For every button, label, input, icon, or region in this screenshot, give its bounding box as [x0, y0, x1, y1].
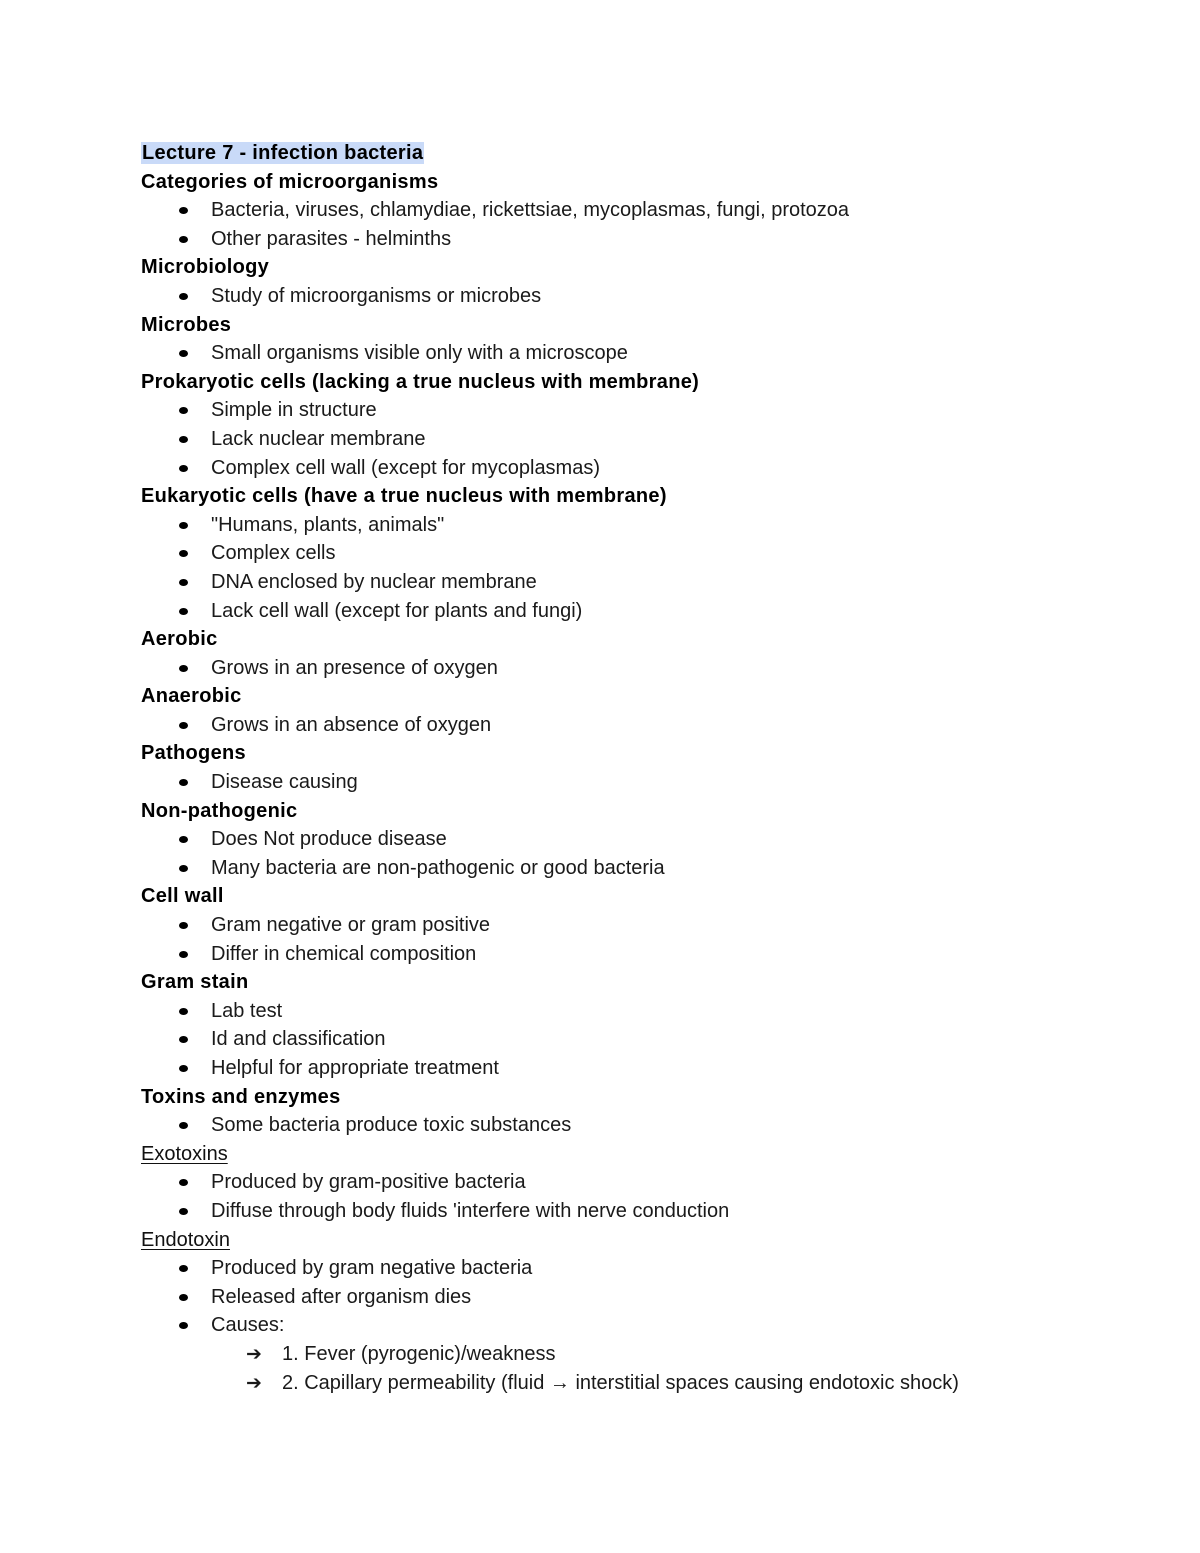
bullet-icon — [179, 407, 188, 414]
list-item-text: Complex cell wall (except for mycoplasmas) — [211, 456, 601, 479]
list-item-text: Disease causing — [211, 771, 358, 794]
list-item-text: "Humans, plants, animals" — [211, 513, 445, 536]
bullet-icon — [179, 722, 188, 729]
bullet-icon — [179, 1322, 188, 1329]
list-item-text: Differ in chemical composition — [211, 942, 477, 965]
list-item — [141, 1311, 1141, 1340]
list-item-text: DNA enclosed by nuclear membrane — [211, 570, 537, 593]
list-item — [141, 339, 1141, 368]
list-item — [141, 1254, 1141, 1283]
list-item — [141, 1054, 1141, 1083]
section-heading: Gram stain — [141, 971, 249, 994]
list-item — [141, 196, 1141, 225]
list-item-text: Other parasites - helminths — [211, 227, 452, 250]
bullet-icon — [179, 350, 188, 357]
bullet-icon — [179, 1294, 188, 1301]
section-heading: Non-pathogenic — [141, 799, 298, 822]
list-item — [141, 568, 1141, 597]
list-item-text: Lack cell wall (except for plants and fungi) — [211, 599, 583, 622]
list-item — [141, 539, 1141, 568]
section-subheading: Endotoxin — [141, 1228, 230, 1251]
nested-list-item-text: 1. Fever (pyrogenic)/weakness — [282, 1342, 556, 1365]
list-item — [141, 1111, 1141, 1140]
arrow-right-icon: ➔ — [246, 1371, 262, 1394]
bullet-icon — [179, 1065, 188, 1072]
section-heading: Aerobic — [141, 628, 218, 651]
list-item-text: Diffuse through body fluids 'interfere with nerve conduction — [211, 1199, 730, 1222]
list-item-text: Id and classification — [211, 1028, 386, 1051]
list-item-text: Grows in an absence of oxygen — [211, 713, 492, 736]
bullet-icon — [179, 207, 188, 214]
section-heading: Anaerobic — [141, 685, 242, 708]
list-item — [141, 997, 1141, 1026]
list-item — [141, 511, 1141, 540]
bullet-icon — [179, 579, 188, 586]
document-page — [141, 139, 1141, 1397]
document-title: Lecture 7 - infection bacteria — [142, 142, 424, 164]
nested-list-item-text: 2. Capillary permeability (fluid → interstitial spaces causing endotoxic shock) — [282, 1371, 959, 1394]
nested-list-item — [141, 1369, 1141, 1398]
list-item-text: Some bacteria produce toxic substances — [211, 1114, 572, 1137]
list-item — [141, 1168, 1141, 1197]
section-heading: Prokaryotic cells (lacking a true nucleus with membrane) — [141, 370, 700, 393]
bullet-icon — [179, 922, 188, 929]
list-item — [141, 454, 1141, 483]
section-heading: Pathogens — [141, 742, 246, 765]
section-subheading: Exotoxins — [141, 1142, 228, 1165]
list-item — [141, 768, 1141, 797]
list-item — [141, 711, 1141, 740]
list-item-text: Lab test — [211, 999, 283, 1022]
list-item — [141, 940, 1141, 969]
nested-list-item — [141, 1340, 1141, 1369]
list-item — [141, 1283, 1141, 1312]
list-item-text: Released after organism dies — [211, 1285, 472, 1308]
list-item-text: Grows in an presence of oxygen — [211, 656, 498, 679]
bullet-icon — [179, 522, 188, 529]
bullet-icon — [179, 293, 188, 300]
list-item-text: Helpful for appropriate treatment — [211, 1057, 499, 1079]
list-item — [141, 825, 1141, 854]
section-heading: Eukaryotic cells (have a true nucleus with membrane) — [141, 485, 667, 508]
bullet-icon — [179, 1265, 188, 1272]
list-item — [141, 282, 1141, 311]
list-item — [141, 225, 1141, 254]
list-item-text: Produced by gram-positive bacteria — [211, 1171, 526, 1194]
list-item — [141, 854, 1141, 883]
list-item-text: Simple in structure — [211, 399, 377, 422]
list-item — [141, 1025, 1141, 1054]
bullet-icon — [179, 608, 188, 615]
list-item — [141, 1197, 1141, 1226]
list-item-text: Small organisms visible only with a microscope — [211, 342, 628, 365]
list-item-text: Gram negative or gram positive — [211, 914, 491, 937]
bullet-icon — [179, 865, 188, 872]
list-item-text: Bacteria, viruses, chlamydiae, rickettsiae, mycoplasmas, fungi, protozoa — [211, 199, 850, 222]
list-item — [141, 425, 1141, 454]
section-heading: Microbes — [141, 313, 232, 336]
section-heading: Microbiology — [141, 256, 270, 279]
arrow-right-icon: ➔ — [246, 1342, 262, 1365]
bullet-icon — [179, 1179, 188, 1186]
list-item-text: Lack nuclear membrane — [211, 427, 426, 450]
bullet-icon — [179, 236, 188, 243]
document-title-line — [141, 139, 1141, 168]
section-heading: Categories of microorganisms — [141, 170, 439, 193]
list-item — [141, 597, 1141, 626]
bullet-icon — [179, 1208, 188, 1215]
list-item-text: Produced by gram negative bacteria — [211, 1257, 533, 1280]
list-item — [141, 396, 1141, 425]
bullet-icon — [179, 836, 188, 843]
list-item-text: Many bacteria are non-pathogenic or good bacteria — [211, 856, 665, 879]
list-item — [141, 654, 1141, 683]
bullet-icon — [179, 1036, 188, 1043]
bullet-icon — [179, 550, 188, 557]
bullet-icon — [179, 951, 188, 958]
bullet-icon — [179, 465, 188, 472]
bullet-icon — [179, 1008, 188, 1015]
bullet-icon — [179, 1122, 188, 1129]
list-item-text: Study of microorganisms or microbes — [211, 284, 542, 307]
list-item-text: Does Not produce disease — [211, 828, 447, 851]
list-item — [141, 911, 1141, 940]
list-item-text: Complex cells — [211, 542, 336, 565]
bullet-icon — [179, 779, 188, 786]
section-heading: Cell wall — [141, 885, 224, 908]
bullet-icon — [179, 665, 188, 672]
list-item-text: Causes: — [211, 1314, 285, 1337]
bullet-icon — [179, 436, 188, 443]
section-heading: Toxins and enzymes — [141, 1085, 341, 1108]
